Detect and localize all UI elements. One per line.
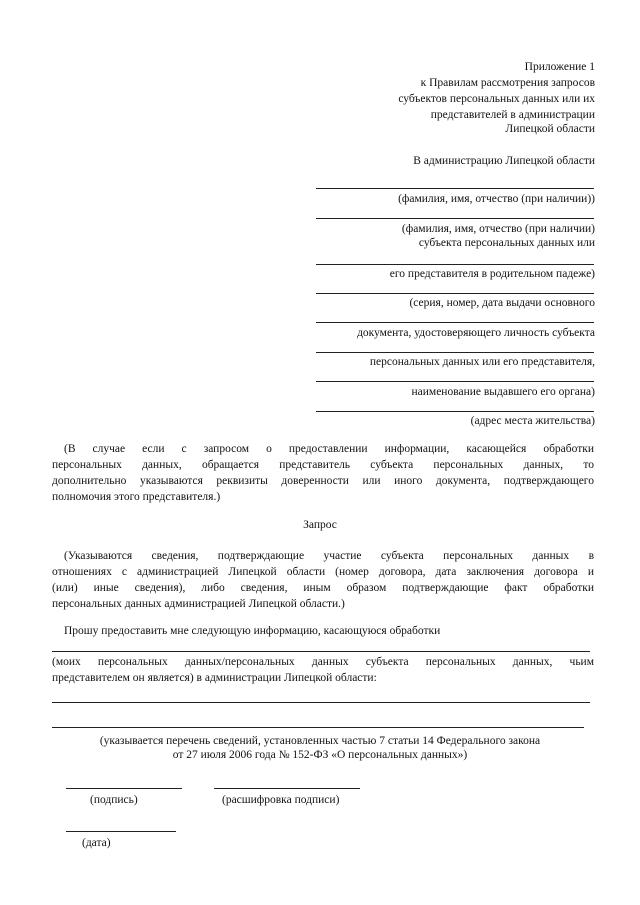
- blank-line-subject-data[interactable]: [316, 352, 594, 353]
- note-relationship-line-4: персональных данных администрацией Липецкой области.): [52, 598, 345, 610]
- blank-line-request[interactable]: [52, 651, 590, 652]
- field-caption-subject-2: субъекта персональных данных или: [418, 237, 595, 249]
- note-relationship-line-1: (Указываются сведения, подтверждающие участие субъекта персональных данных в: [64, 550, 594, 562]
- appendix-number: Приложение 1: [524, 61, 595, 73]
- date-caption: (дата): [82, 837, 111, 849]
- note-representative-line-2: персональных данных, обращается представитель субъекта персональных данных, то: [52, 459, 594, 471]
- note-relationship: [52, 548, 594, 612]
- appendix-line-2: к Правилам рассмотрения запросов: [420, 77, 595, 89]
- request-line: Прошу предоставить мне следующую информацию, касающуюся обработки: [64, 625, 441, 637]
- blank-line-issuer[interactable]: [316, 381, 594, 382]
- addressee: В администрацию Липецкой области: [413, 155, 595, 167]
- note-representative-line-4: полномочия этого представителя.): [52, 491, 221, 503]
- field-caption-address: (адрес места жительства): [470, 415, 595, 427]
- blank-line-info-2[interactable]: [52, 727, 584, 728]
- note-relationship-line-2: отношениях с администрацией Липецкой области (номер договора, дата заключения договора и: [52, 566, 594, 578]
- note-representative-line-3: дополнительно указываются реквизиты доверенности или иного документа, подтверждающего: [52, 475, 594, 487]
- field-caption-fio: (фамилия, имя, отчество (при наличии)): [398, 193, 595, 205]
- note-representative: [52, 441, 594, 505]
- signature-caption: (подпись): [90, 794, 138, 806]
- blank-line-representative[interactable]: [316, 264, 594, 265]
- note-representative-line-1: (В случае если с запросом о предоставлении информации, касающейся обработки: [64, 443, 594, 455]
- list-note-line-2: от 27 июля 2006 года № 152-ФЗ «О персональных данных»): [172, 749, 468, 761]
- signature-decode-caption: (расшифровка подписи): [222, 794, 340, 806]
- blank-line-subject[interactable]: [316, 218, 594, 219]
- blank-line-document[interactable]: [316, 322, 594, 323]
- blank-line-fio[interactable]: [316, 188, 594, 189]
- list-note-line-1: (указывается перечень сведений, установленных частью 7 статьи 14 Федерального закона: [99, 735, 541, 747]
- field-caption-subject-1: (фамилия, имя, отчество (при наличии): [401, 223, 595, 235]
- field-caption-issuer: наименование выдавшего его органа): [411, 386, 595, 398]
- field-caption-representative: его представителя в родительном падеже): [389, 268, 595, 280]
- appendix-line-5: Липецкой области: [505, 123, 595, 135]
- field-caption-subject-data: персональных данных или его представителя,: [369, 356, 595, 368]
- document-title: Запрос: [303, 519, 337, 531]
- signature-decode-line[interactable]: [214, 788, 360, 789]
- field-caption-document: документа, удостоверяющего личность субъекта: [357, 327, 595, 339]
- date-line[interactable]: [66, 831, 176, 832]
- appendix-line-3: субъектов персональных данных или их: [398, 93, 595, 105]
- whose-data-line-2: представителем он является) в администрации Липецкой области:: [52, 672, 377, 684]
- note-relationship-line-3: (или) иные сведения), либо сведения, иным образом подтверждающие факт обработки: [52, 582, 594, 594]
- appendix-line-4: представителей в администрации: [430, 109, 595, 121]
- whose-data-line-1: (моих персональных данных/персональных данных субъекта персональных данных, чьим: [52, 656, 594, 668]
- blank-line-passport[interactable]: [316, 293, 594, 294]
- whose-data-note: [52, 654, 594, 686]
- field-caption-passport: (серия, номер, дата выдачи основного: [409, 297, 595, 309]
- blank-line-info-1[interactable]: [52, 702, 590, 703]
- signature-line[interactable]: [66, 788, 182, 789]
- blank-line-address[interactable]: [316, 411, 594, 412]
